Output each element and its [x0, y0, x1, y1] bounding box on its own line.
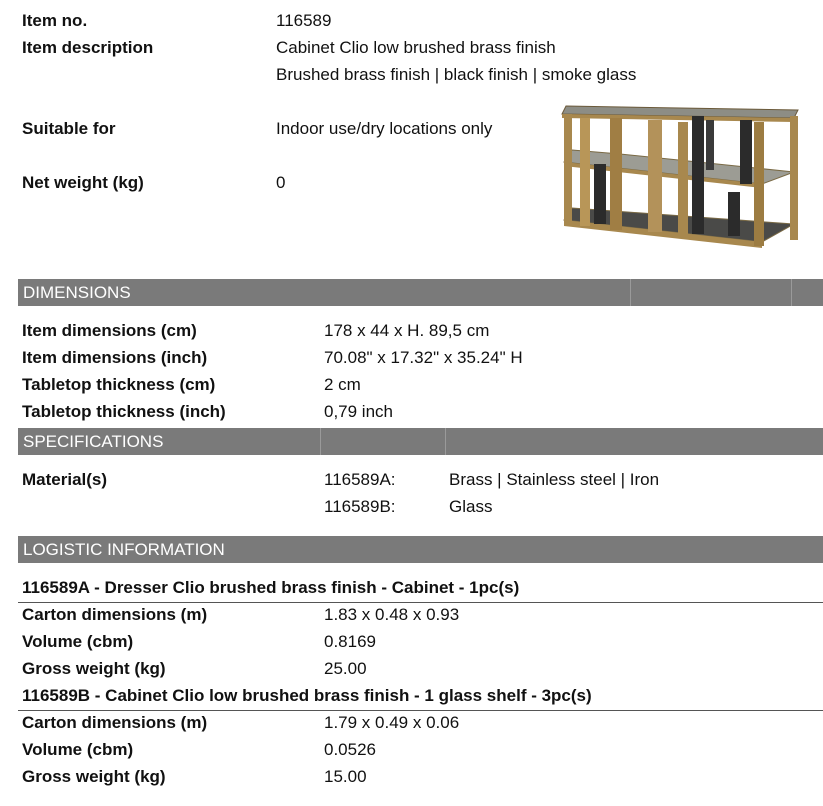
item-description-line2: Brushed brass finish | black finish | smoke glass: [276, 65, 637, 84]
divider-line: [18, 710, 823, 711]
suitable-for-label: Suitable for: [22, 119, 116, 138]
material-code-a: 116589A:: [324, 470, 396, 489]
materials-label: Material(s): [22, 470, 108, 489]
material-value-a: Brass | Stainless steel | Iron: [449, 470, 660, 489]
band-divider: [791, 279, 792, 306]
tabletop-value-inch: 0,79 inch: [324, 402, 393, 421]
logistic-header: [18, 536, 823, 563]
package-b-volume-label: Volume (cbm): [22, 740, 134, 759]
material-value-b: Glass: [449, 497, 493, 516]
package-a-carton-label: Carton dimensions (m): [22, 605, 208, 624]
package-a-heading: 116589A - Dresser Clio brushed brass finish - Cabinet - 1pc(s): [22, 578, 520, 597]
dimensions-value-cm: 178 x 44 x H. 89,5 cm: [324, 321, 490, 340]
package-a-carton-value: 1.83 x 0.48 x 0.93: [324, 605, 460, 624]
package-b-volume-value: 0.0526: [324, 740, 376, 759]
tabletop-label-inch: Tabletop thickness (inch): [22, 402, 226, 421]
net-weight-label: Net weight (kg): [22, 173, 144, 192]
product-image: [558, 96, 808, 262]
package-a-weight-value: 25.00: [324, 659, 367, 678]
dimensions-label-inch: Item dimensions (inch): [22, 348, 208, 367]
package-b-weight-value: 15.00: [324, 767, 367, 786]
item-no-value: 116589: [276, 11, 332, 30]
package-a-volume-label: Volume (cbm): [22, 632, 134, 651]
item-no-label: Item no.: [22, 11, 88, 30]
package-b-carton-label: Carton dimensions (m): [22, 713, 208, 732]
dimensions-label-cm: Item dimensions (cm): [22, 321, 197, 340]
band-divider: [445, 428, 446, 455]
package-b-weight-label: Gross weight (kg): [22, 767, 166, 786]
divider-line: [18, 602, 823, 603]
package-b-heading: 116589B - Cabinet Clio low brushed brass finish - 1 glass shelf - 3pc(s): [22, 686, 592, 705]
item-description-line1: Cabinet Clio low brushed brass finish: [276, 38, 556, 57]
band-divider: [630, 279, 631, 306]
package-a-volume-value: 0.8169: [324, 632, 376, 651]
logistic-title: LOGISTIC INFORMATION: [23, 540, 225, 559]
tabletop-label-cm: Tabletop thickness (cm): [22, 375, 216, 394]
dimensions-header: [18, 279, 823, 306]
item-description-label: Item description: [22, 38, 154, 57]
dimensions-title: DIMENSIONS: [23, 283, 131, 302]
suitable-for-value: Indoor use/dry locations only: [276, 119, 493, 138]
specifications-header: [18, 428, 823, 455]
specifications-title: SPECIFICATIONS: [23, 432, 164, 451]
tabletop-value-cm: 2 cm: [324, 375, 361, 394]
dimensions-value-inch: 70.08" x 17.32" x 35.24" H: [324, 348, 523, 367]
band-divider: [320, 428, 321, 455]
package-a-weight-label: Gross weight (kg): [22, 659, 166, 678]
net-weight-value: 0: [276, 173, 286, 192]
material-code-b: 116589B:: [324, 497, 396, 516]
package-b-carton-value: 1.79 x 0.49 x 0.06: [324, 713, 460, 732]
